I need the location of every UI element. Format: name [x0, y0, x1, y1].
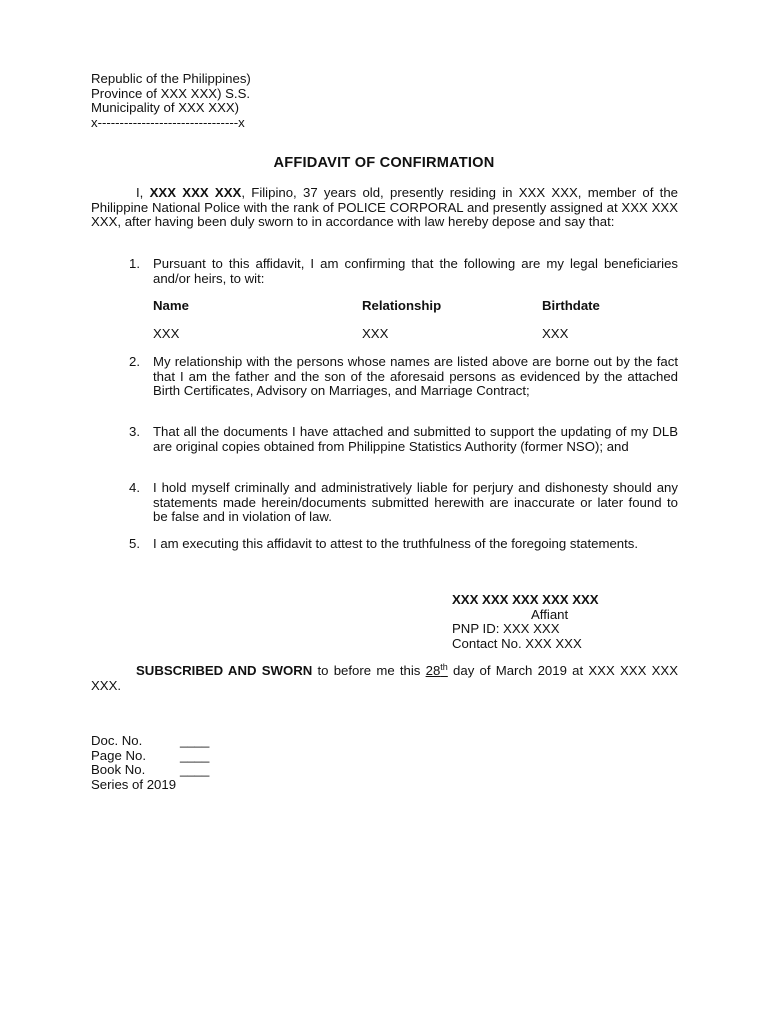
list-item-text: I hold myself criminally and administratively liable for perjury and dishonesty should any statements made herein/documents submitted herewith are inaccurate or later found to be false and in violation of law.: [153, 480, 678, 525]
affiant-pnp-id: PNP ID: XXX XXX: [452, 621, 560, 637]
list-item-3: [91, 425, 678, 454]
jurat-heading: SUBSCRIBED AND SWORN: [136, 663, 313, 678]
book-no-row: [91, 763, 291, 778]
book-no-label: Book No.: [91, 762, 146, 778]
cell-relationship: XXX: [362, 326, 389, 341]
affiant-contact: Contact No. XXX XXX: [452, 635, 582, 651]
jurat-text-1: to before me this: [312, 663, 426, 678]
doc-no-row: [91, 734, 291, 749]
notarial-register-block: [91, 734, 291, 792]
jurat-day-suffix: th: [440, 662, 448, 672]
column-header-relationship: Relationship: [362, 298, 442, 313]
affiant-name: XXX XXX XXX XXX XXX: [452, 592, 599, 607]
doc-no-blank: ____: [180, 733, 210, 748]
jurat-paragraph: [91, 664, 678, 693]
intro-prefix: I,: [136, 185, 150, 200]
list-item-text: My relationship with the persons whose names are listed above are borne out by the fact that I am the father and the son of the aforesaid persons as evidenced by the attached Birth Certificates, Advisory on Marriages, and Marriage Contract;: [153, 354, 678, 399]
affiant-name-inline: XXX XXX XXX: [149, 185, 242, 200]
column-header-name: Name: [153, 298, 189, 313]
beneficiaries-table-header: [153, 299, 683, 314]
list-item-4: [91, 481, 678, 525]
list-item-number: 1.: [129, 256, 140, 271]
list-item-5: [91, 537, 678, 552]
page-no-label: Page No.: [91, 747, 146, 763]
series-row: [91, 778, 291, 793]
list-item-text: That all the documents I have attached and submitted to support the updating of my DLB are original copies obtained from Philippine Statistics Authority (former NSO); and: [153, 424, 678, 454]
list-item-number: 3.: [129, 424, 140, 439]
page-no-row: [91, 749, 291, 764]
list-item-number: 4.: [129, 480, 140, 495]
cell-name: XXX: [153, 326, 180, 341]
list-item-text: Pursuant to this affidavit, I am confirming that the following are my legal beneficiaries and/or heirs, to wit:: [153, 256, 678, 286]
page-no-blank: ____: [180, 747, 210, 763]
affiant-role: Affiant: [531, 606, 569, 622]
document-title: AFFIDAVIT OF CONFIRMATION: [273, 155, 495, 171]
column-header-birthdate: Birthdate: [542, 298, 600, 313]
affiant-signature-block: [452, 593, 692, 651]
list-item-text: I am executing this affidavit to attest to the truthfulness of the foregoing statements.: [153, 536, 639, 551]
series-label: Series of 2019: [91, 776, 177, 792]
list-item-number: 5.: [129, 536, 140, 551]
jurat-day-number: 28: [425, 663, 441, 678]
venue-republic: Republic of the Philippines): [91, 71, 251, 86]
intro-paragraph: [91, 186, 678, 230]
list-item-1: [91, 257, 678, 286]
jurat-day: [426, 663, 448, 678]
doc-no-label: Doc. No.: [91, 733, 143, 748]
list-item-number: 2.: [129, 354, 140, 369]
list-item-2: [91, 355, 678, 399]
venue-separator: x--------------------------------x: [91, 114, 245, 130]
jurat-text-2: day of March 2019 at XXX XXX XXX XXX.: [91, 663, 678, 693]
intro-text: , Filipino, 37 years old, presently residing in XXX XXX, member of the Philippine National Police with the rank of POLICE CORPORAL and presently assigned at XXX XXX XXX, after having been duly sworn to in accordance with law hereby depose and say that:: [91, 185, 678, 230]
venue-block: [91, 72, 351, 130]
book-no-blank: ____: [180, 762, 210, 778]
venue-province: Province of XXX XXX) S.S.: [91, 85, 251, 101]
cell-birthdate: XXX: [542, 326, 569, 341]
venue-municipality: Municipality of XXX XXX): [91, 100, 240, 116]
beneficiaries-table-row: [153, 327, 683, 342]
